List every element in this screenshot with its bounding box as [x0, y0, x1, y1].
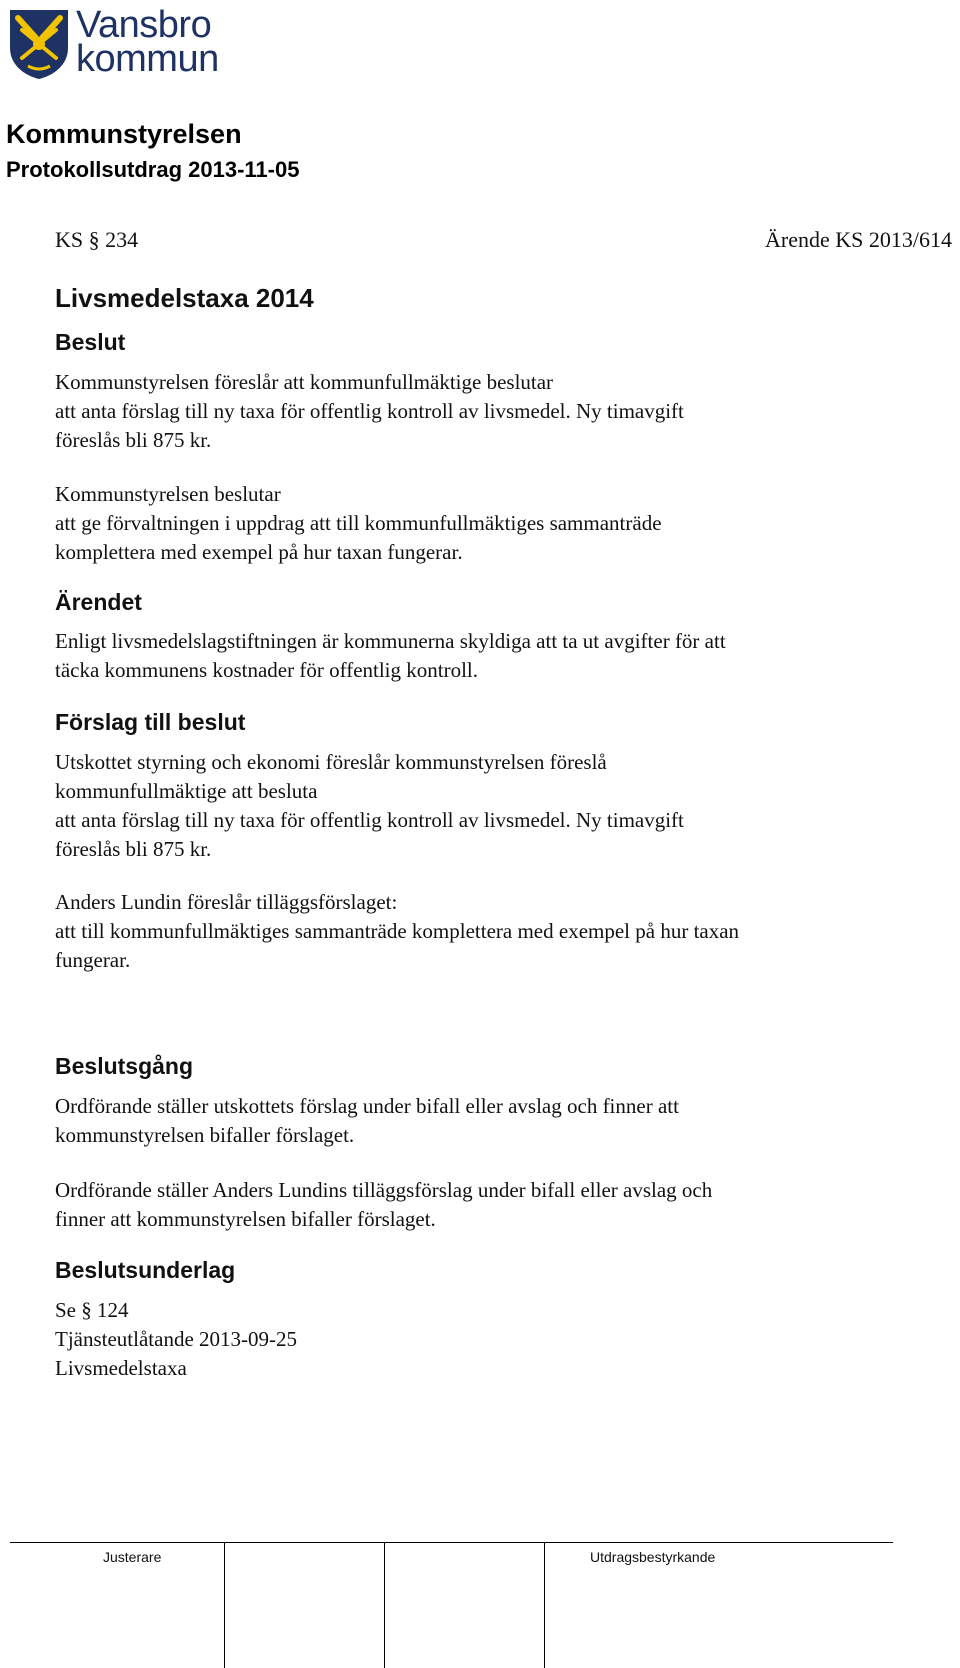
case-section: KS § 234 — [55, 227, 139, 252]
coat-of-arms-icon — [8, 8, 70, 80]
logo-line-1: Vansbro — [76, 4, 212, 46]
logo-wordmark — [76, 4, 219, 80]
signature-column-divider — [544, 1543, 545, 1668]
signature-label-utdragsbestyrkande: Utdragsbestyrkande — [590, 1549, 716, 1565]
page-title: Livsmedelstaxa 2014 — [55, 283, 314, 313]
beslut-paragraph-2: Kommunstyrelsen beslutar att ge förvaltningen i uppdrag att till kommunfullmäktiges sammanträde komplettera med exempel på hur taxan fungerar. — [55, 482, 662, 564]
arendet-paragraph: Enligt livsmedelslagstiftningen är kommunerna skyldiga att ta ut avgifter för att täcka kommunens kostnader för offentlig kontroll. — [55, 629, 726, 682]
forslag-paragraph-1: Utskottet styrning och ekonomi föreslår kommunstyrelsen föreslå kommunfullmäktige att besluta att anta förslag till ny taxa för offentlig kontroll av livsmedel. Ny timavgift föreslås bli 875 kr. — [55, 750, 684, 861]
heading-beslutsunderlag: Beslutsunderlag — [55, 1257, 236, 1283]
beslutsgang-paragraph-2: Ordförande ställer Anders Lundins tilläggsförslag under bifall eller avslag och finner att kommunstyrelsen bifaller förslaget. — [55, 1178, 713, 1231]
signature-column-divider — [224, 1543, 225, 1668]
heading-forslag-till-beslut: Förslag till beslut — [55, 709, 246, 735]
organization-name: Kommunstyrelsen — [6, 119, 242, 149]
heading-beslut: Beslut — [55, 329, 126, 355]
document-subtitle: Protokollsutdrag 2013-11-05 — [6, 157, 300, 182]
beslutsgang-paragraph-1: Ordförande ställer utskottets förslag under bifall eller avslag och finner att kommunstyrelsen bifaller förslaget. — [55, 1094, 679, 1147]
beslutsunderlag-list: Se § 124 Tjänsteutlåtande 2013-09-25 Livsmedelstaxa — [55, 1298, 298, 1380]
logo-line-2: kommun — [76, 38, 219, 80]
beslut-paragraph-1: Kommunstyrelsen föreslår att kommunfullmäktige beslutar att anta förslag till ny taxa för offentlig kontroll av livsmedel. Ny timavgift föreslås bli 875 kr. — [55, 370, 684, 452]
case-reference: Ärende KS 2013/614 — [765, 227, 952, 252]
heading-arendet: Ärendet — [55, 589, 142, 615]
forslag-paragraph-2: Anders Lundin föreslår tilläggsförslaget: att till kommunfullmäktiges sammanträde komplettera med exempel på hur taxan fungerar. — [55, 890, 740, 972]
signature-column-divider — [384, 1543, 385, 1668]
signature-label-justerare: Justerare — [103, 1549, 162, 1565]
municipality-logo — [8, 6, 238, 84]
heading-beslutsgang: Beslutsgång — [55, 1053, 194, 1079]
